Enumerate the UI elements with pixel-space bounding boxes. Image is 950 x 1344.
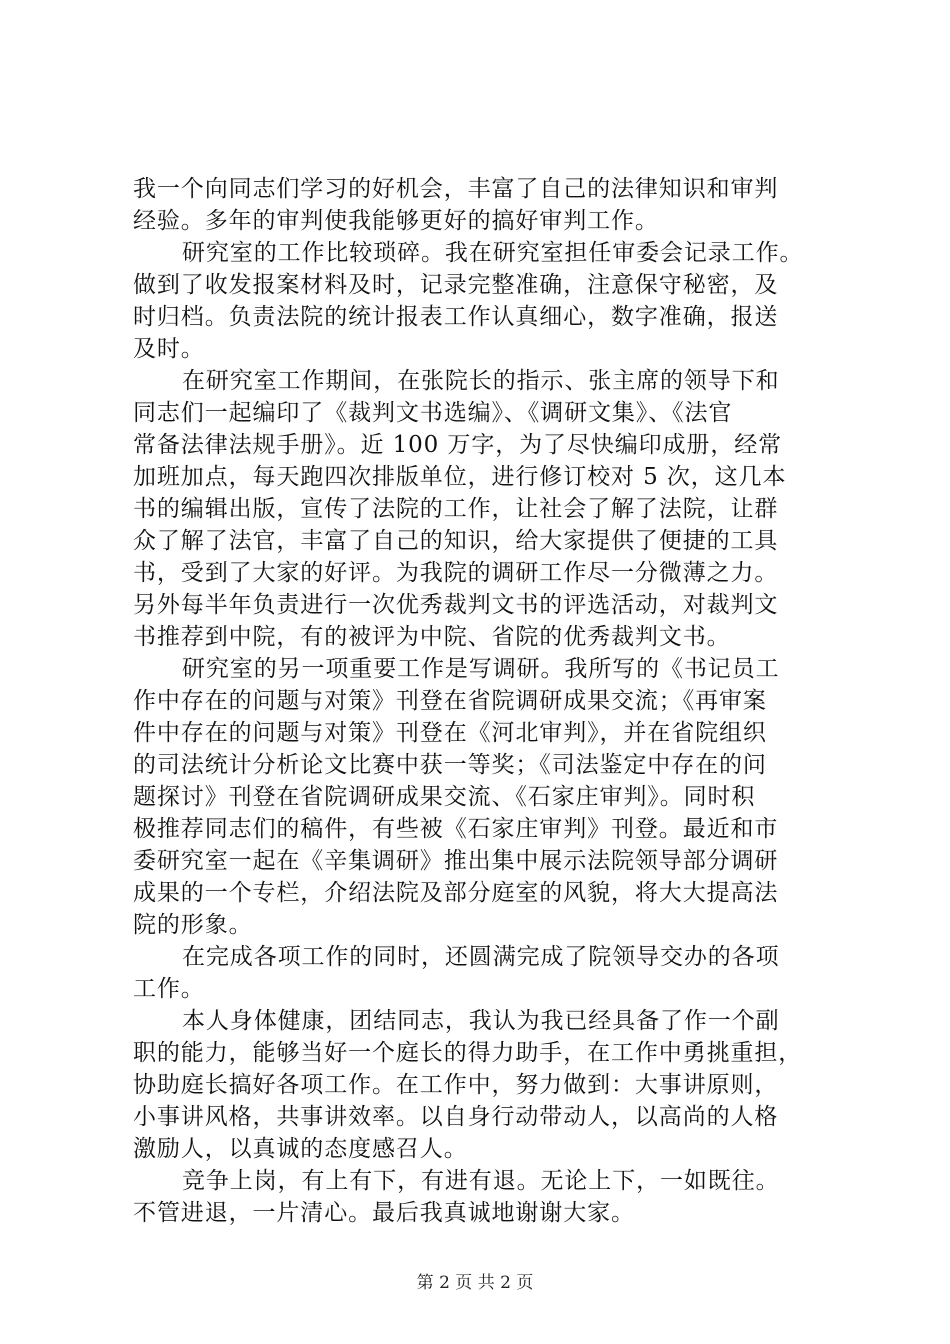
text-line: 极推荐同志们的稿件，有些被《石家庄审判》刊登。最近和市 (133, 816, 779, 842)
text-line: 时归档。负责法院的统计报表工作认真细心，数字准确，报送 (133, 304, 779, 330)
text-line: 研究室的另一项重要工作是写调研。我所写的《书记员工 (182, 656, 780, 682)
text-line: 的司法统计分析论文比赛中获一等奖；《司法鉴定中存在的问 (133, 752, 767, 778)
text-line: 书的编辑出版，宣传了法院的工作，让社会了解了法院，让群 (133, 496, 779, 522)
text-line: 作中存在的问题与对策》刊登在省院调研成果交流；《再审案 (133, 688, 767, 714)
page-footer: 第 2 页 共 2 页 (416, 1273, 534, 1293)
text-line: 激励人，以真诚的态度感召人。 (133, 1136, 468, 1162)
text-line: 本人身体健康，团结同志，我认为我已经具备了作一个副 (182, 1008, 780, 1034)
text-line: 加班加点，每天跑四次排版单位，进行修订校对 5 次，这几本 (133, 464, 787, 490)
text-line: 另外每半年负责进行一次优秀裁判文书的评选活动，对裁判文 (133, 592, 779, 618)
text-line: 在研究室工作期间，在张院长的指示、张主席的领导下和 (182, 368, 780, 394)
text-line: 不管进退，一片清心。最后我真诚地谢谢大家。 (133, 1200, 635, 1226)
text-line: 书推荐到中院，有的被评为中院、省院的优秀裁判文书。 (133, 624, 731, 650)
text-line: 书，受到了大家的好评。为我院的调研工作尽一分微薄之力。 (133, 560, 779, 586)
text-line: 在完成各项工作的同时，还圆满完成了院领导交办的各项 (182, 944, 780, 970)
text-line: 常备法律法规手册》。近 100 万字，为了尽快编印成册，经常 (133, 432, 783, 458)
text-line: 研究室的工作比较琐碎。我在研究室担任审委会记录工作。 (182, 240, 804, 266)
text-line: 竞争上岗，有上有下，有进有退。无论上下，一如既往。 (182, 1168, 780, 1194)
text-line: 协助庭长搞好各项工作。在工作中，努力做到：大事讲原则， (133, 1072, 779, 1098)
text-line: 及时。 (133, 336, 205, 362)
text-line: 众了解了法官，丰富了自己的知识，给大家提供了便捷的工具 (133, 528, 779, 554)
text-line: 职的能力，能够当好一个庭长的得力助手，在工作中勇挑重担， (133, 1040, 803, 1066)
text-line: 成果的一个专栏，介绍法院及部分庭室的风貌，将大大提高法 (133, 880, 779, 906)
text-line: 做到了收发报案材料及时，记录完整准确，注意保守秘密，及 (133, 272, 779, 298)
text-line: 同志们一起编印了《裁判文书选编》、《调研文集》、《法官 (133, 400, 733, 426)
text-line: 委研究室一起在《辛集调研》推出集中展示法院领导部分调研 (133, 848, 779, 874)
text-line: 小事讲风格，共事讲效率。以自身行动带动人，以高尚的人格 (133, 1104, 779, 1130)
text-line: 经验。多年的审判使我能够更好的搞好审判工作。 (133, 208, 659, 234)
text-line: 我一个向同志们学习的好机会，丰富了自己的法律知识和审判 (133, 176, 779, 202)
text-line: 题探讨》刊登在省院调研成果交流、《石家庄审判》。同时积 (133, 784, 756, 810)
text-line: 件中存在的问题与对策》刊登在《河北审判》，并在省院组织 (133, 720, 767, 746)
text-line: 工作。 (133, 976, 205, 1002)
text-line: 院的形象。 (133, 912, 253, 938)
